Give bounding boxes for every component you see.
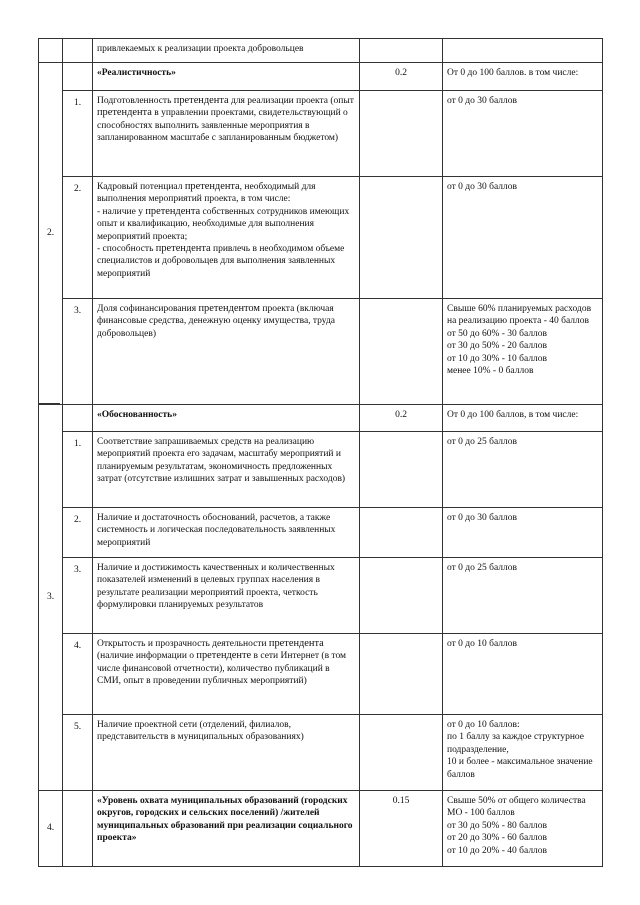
table-row <box>39 177 603 299</box>
score-cell <box>443 39 603 63</box>
criterion-cell: Наличие и достижимость качественных и количественных показателей изменений в целевых группах населения в результате реализации мероприятий проекта, четкость формулировки планируемых результатов <box>93 558 360 634</box>
score-cell: от 0 до 30 баллов <box>443 508 603 558</box>
weight-cell <box>360 715 443 791</box>
score-cell: Свыше 50% от общего количества МО - 100 баллов от 30 до 50% - 80 баллов от 20 до 30% - 60 баллов от 10 до 20% - 40 баллов <box>443 791 603 867</box>
table-row <box>39 508 603 558</box>
score-cell: от 0 до 25 баллов <box>443 432 603 508</box>
criterion-title: «Обоснованность» <box>93 405 360 432</box>
criterion-number: 3. <box>39 405 63 791</box>
weight-cell <box>360 39 443 63</box>
criteria-table <box>38 38 603 867</box>
criterion-header-row <box>39 791 603 867</box>
number-cell <box>39 39 63 63</box>
score-cell: от 0 до 10 баллов <box>443 634 603 715</box>
subnumber-cell: 4. <box>63 634 93 715</box>
table-row <box>39 715 603 791</box>
subnumber-cell: 3. <box>63 299 93 405</box>
criterion-cell: Соответствие запрашиваемых средств на реализацию мероприятий проекта его задачам, масштабу мероприятий и планируемым результатам, экономичность предложенных затрат (отсутствие излишних затрат и завышенных расходов) <box>93 432 360 508</box>
score-cell: от 0 до 25 баллов <box>443 558 603 634</box>
score-cell: от 0 до 30 баллов <box>443 91 603 177</box>
weight-value: 0.2 <box>360 63 443 91</box>
table-row <box>39 432 603 508</box>
subnumber-cell: 2. <box>63 508 93 558</box>
criterion-cell: Кадровый потенциал претендента, необходимый для выполнения мероприятий проекта, в том числе: - наличие у претендента собственных сотрудников имеющих опыт и квалификацию, необходимые для выполнения мероприятий проекта; - способность претендента привлечь в необходимом объеме специалистов и добровольцев для выполнения заявленных мероприятий <box>93 177 360 299</box>
subnumber-cell: 3. <box>63 558 93 634</box>
weight-cell <box>360 432 443 508</box>
table-row <box>39 91 603 177</box>
subnumber-cell: 2. <box>63 177 93 299</box>
score-range: От 0 до 100 баллов, в том числе: <box>443 405 603 432</box>
criterion-title: «Реалистичность» <box>93 63 360 91</box>
subnumber-cell: 1. <box>63 432 93 508</box>
criterion-cell: Доля софинансирования претендентом проекта (включая финансовые средства, денежную оценку имущества, труда добровольцев) <box>93 299 360 405</box>
subnumber-cell <box>63 63 93 91</box>
weight-cell <box>360 91 443 177</box>
weight-cell <box>360 634 443 715</box>
subnumber-cell <box>63 39 93 63</box>
weight-cell <box>360 177 443 299</box>
criterion-cell: Подготовленность претендента для реализации проекта (опыт претендента в управлении проектами, свидетельствующий о способностях выполнить заявленные мероприятия в запланированном масштабе с запланированным бюджетом) <box>93 91 360 177</box>
score-cell: от 0 до 10 баллов: по 1 баллу за каждое структурное подразделение, 10 и более - максимальное значение баллов <box>443 715 603 791</box>
subnumber-cell: 5. <box>63 715 93 791</box>
criterion-number: 4. <box>39 791 63 867</box>
criterion-cell: Наличие проектной сети (отделений, филиалов, представительств в муниципальных образованиях) <box>93 715 360 791</box>
criterion-header-row <box>39 405 603 432</box>
subnumber-cell <box>63 791 93 867</box>
score-cell: Свыше 60% планируемых расходов на реализацию проекта - 40 баллов от 50 до 60% - 30 баллов от 30 до 50% - 20 баллов от 10 до 30% - 10 баллов менее 10% - 0 баллов <box>443 299 603 405</box>
criterion-header-row <box>39 63 603 91</box>
score-cell: от 0 до 30 баллов <box>443 177 603 299</box>
criterion-cell: Открытость и прозрачность деятельности претендента (наличие информации о претенденте в сети Интернет (в том числе финансовой отчетности), количество публикаций в СМИ, опыт в проведении публичных мероприятий) <box>93 634 360 715</box>
weight-cell <box>360 508 443 558</box>
subnumber-cell <box>63 405 93 432</box>
table-row <box>39 39 603 63</box>
score-range: От 0 до 100 баллов. в том числе: <box>443 63 603 91</box>
weight-cell <box>360 299 443 405</box>
weight-value: 0.15 <box>360 791 443 867</box>
table-row <box>39 299 603 405</box>
criterion-number: 2. <box>39 63 63 405</box>
criterion-cell: Наличие и достаточность обоснований, расчетов, а также системность и логическая последовательность заявленных мероприятий <box>93 508 360 558</box>
table-row <box>39 558 603 634</box>
subnumber-cell: 1. <box>63 91 93 177</box>
criterion-cell: привлекаемых к реализации проекта добровольцев <box>93 39 360 63</box>
table-row <box>39 634 603 715</box>
weight-cell <box>360 558 443 634</box>
weight-value: 0.2 <box>360 405 443 432</box>
criterion-title: «Уровень охвата муниципальных образований (городских округов, городских и сельских поселений) /жителей муниципальных образований при реализации социального проекта» <box>93 791 360 867</box>
